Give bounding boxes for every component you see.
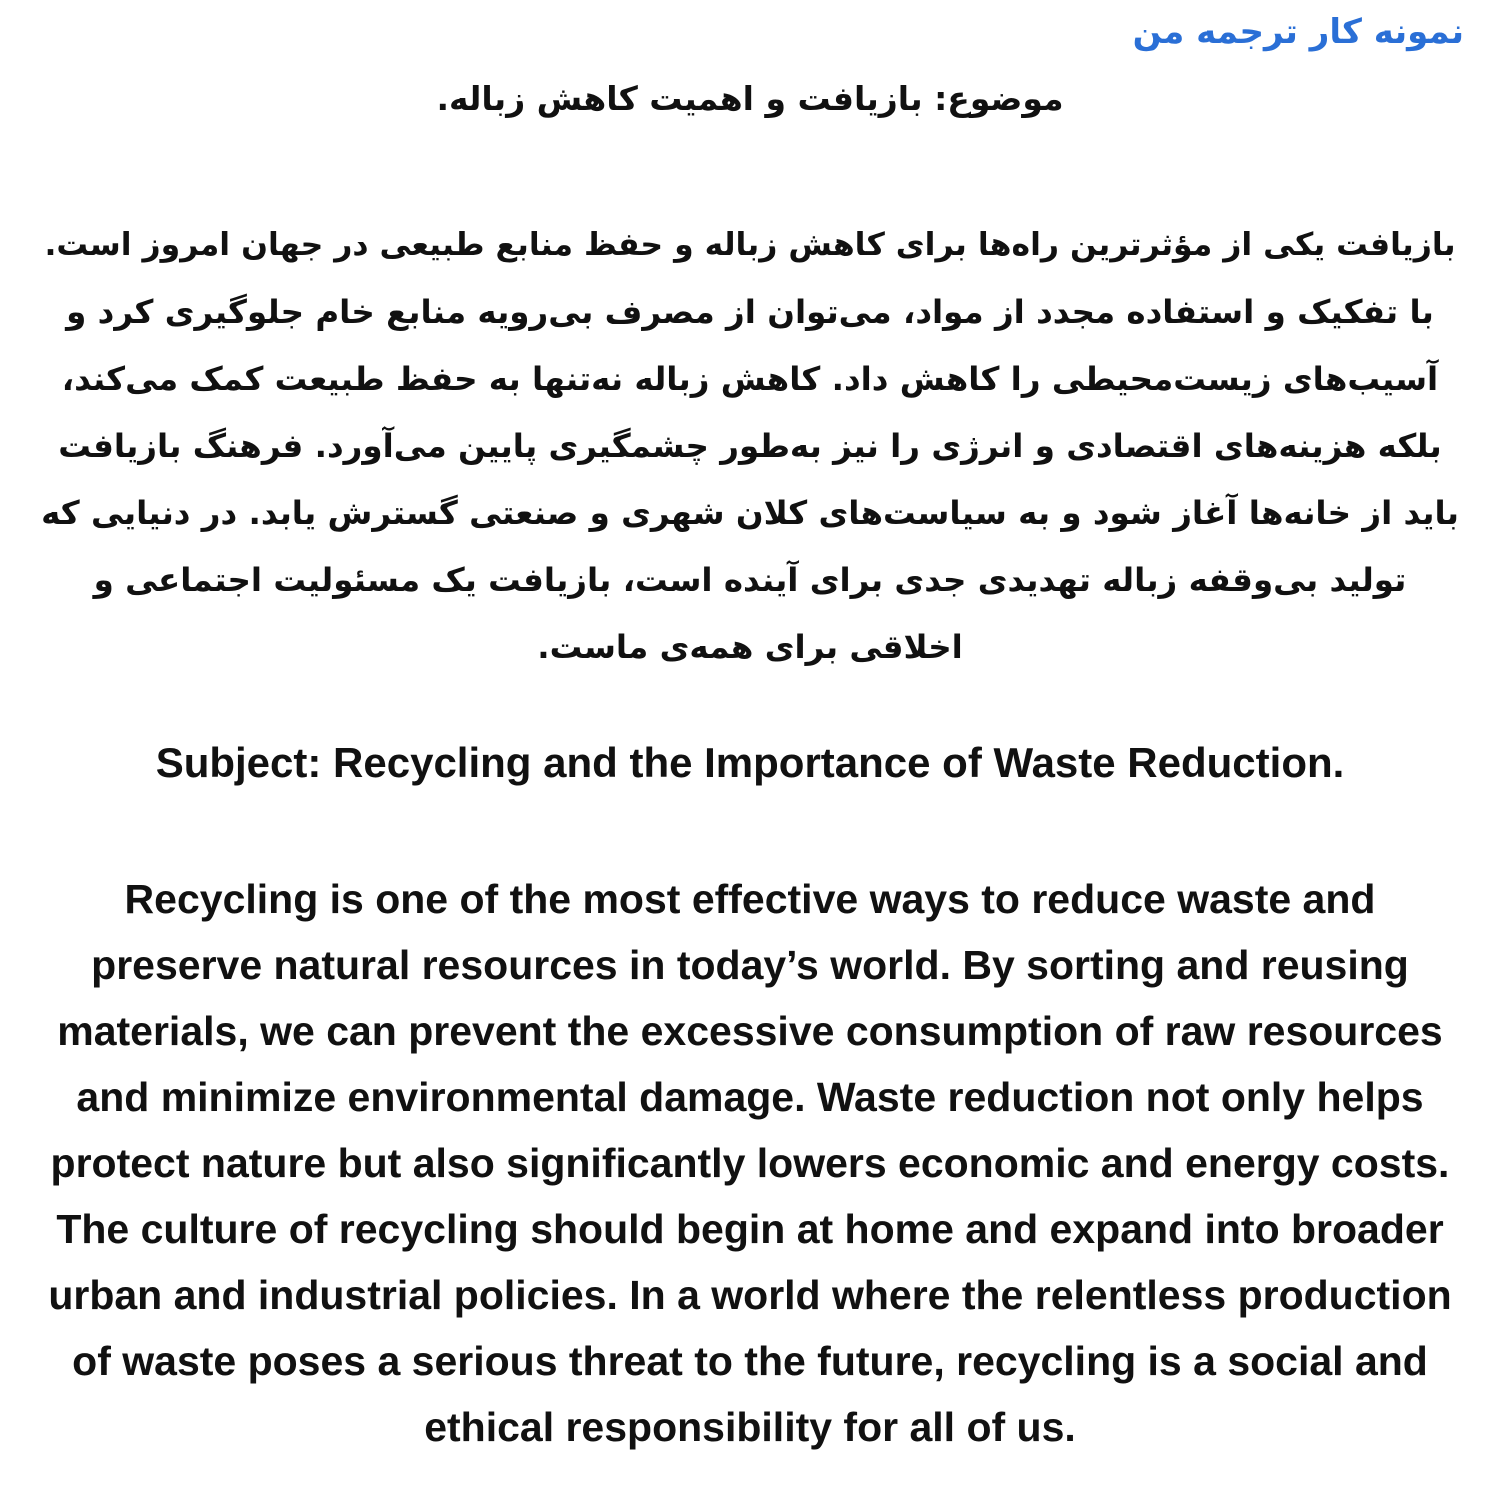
- english-paragraph-line: of waste poses a serious threat to the future, recycling is a social and: [72, 1338, 1428, 1384]
- english-paragraph-line: materials, we can prevent the excessive consumption of raw resources: [57, 1008, 1443, 1054]
- english-paragraph-line: The culture of recycling should begin at home and expand into broader: [56, 1206, 1444, 1252]
- english-paragraph-line: protect nature but also significantly lowers economic and energy costs.: [50, 1140, 1450, 1186]
- english-subject-title: Subject: Recycling and the Importance of Waste Reduction.: [155, 739, 1345, 786]
- persian-paragraph-line: باید از خانه‌ها آغاز شود و به سیاست‌های کلان شهری و صنعتی گسترش یابد. در دنیایی که: [41, 494, 1459, 532]
- english-paragraph: [20, 866, 1480, 1460]
- english-paragraph-line: Recycling is one of the most effective ways to reduce waste and: [124, 876, 1376, 922]
- persian-paragraph-line: اخلاقی برای همه‌ی ماست.: [537, 628, 963, 666]
- persian-subject-title: موضوع: بازیافت و اهمیت کاهش زباله.: [436, 79, 1064, 118]
- persian-paragraph-line: بازیافت یکی از مؤثرترین راه‌ها برای کاهش زباله و حفظ منابع طبیعی در جهان امروز است.: [44, 227, 1456, 263]
- persian-paragraph-line: تولید بی‌وقفه زباله تهدیدی جدی برای آینده است، بازیافت یک مسئولیت اجتماعی و: [93, 561, 1407, 599]
- persian-paragraph: [40, 212, 1460, 681]
- english-paragraph-line: urban and industrial policies. In a world where the relentless production: [48, 1272, 1452, 1318]
- english-paragraph-line: ethical responsibility for all of us.: [424, 1404, 1076, 1450]
- persian-paragraph-line: بلکه هزینه‌های اقتصادی و انرژی را نیز به‌طور چشمگیری پایین می‌آورد. فرهنگ بازیافت: [58, 427, 1442, 465]
- english-paragraph-line: and minimize environmental damage. Waste reduction not only helps: [76, 1074, 1424, 1120]
- english-paragraph-line: preserve natural resources in today’s world. By sorting and reusing: [91, 942, 1409, 988]
- persian-paragraph-line: با تفکیک و استفاده مجدد از مواد، می‌توان از مصرف بی‌رویه منابع خام جلوگیری کرد و: [66, 293, 1434, 331]
- portfolio-label: نمونه کار ترجمه من: [1132, 12, 1464, 52]
- persian-paragraph-line: آسیب‌های زیست‌محیطی را کاهش داد. کاهش زباله نه‌تنها به حفظ طبیعت کمک می‌کند،: [61, 360, 1439, 398]
